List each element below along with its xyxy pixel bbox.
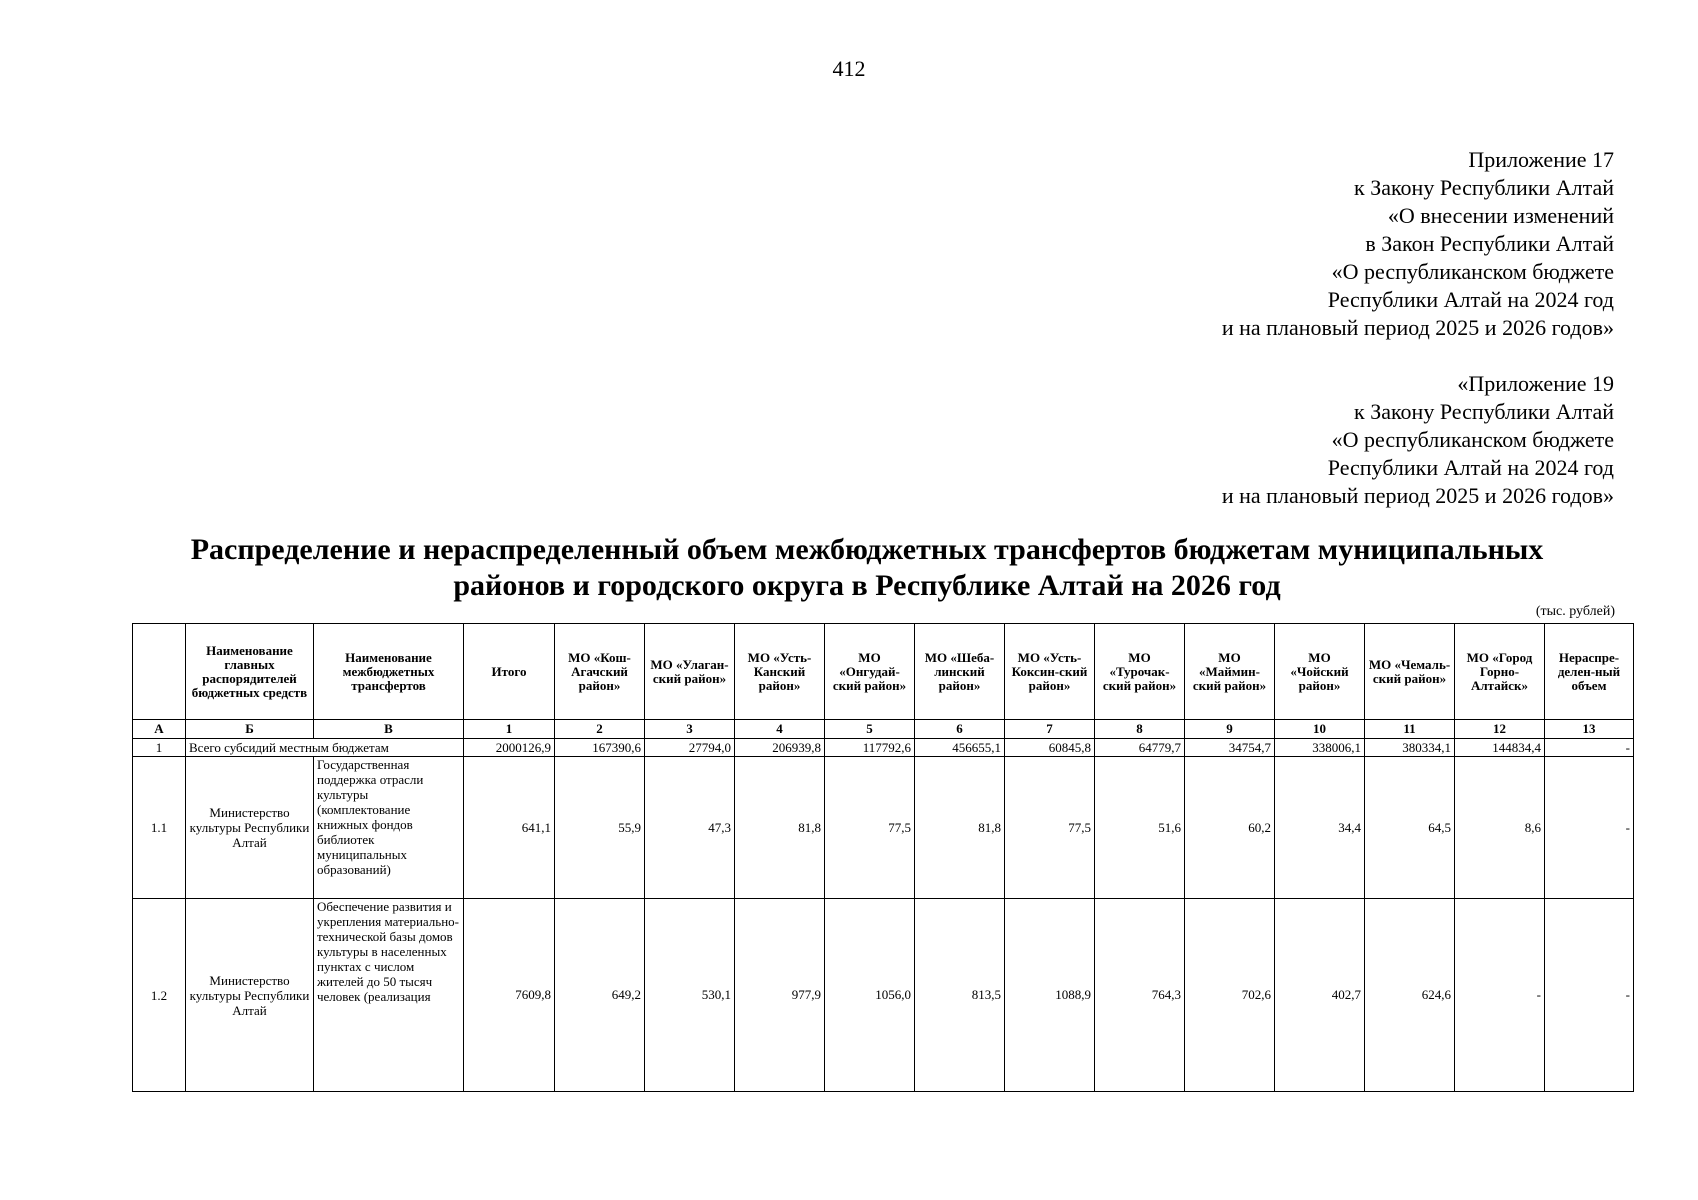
column-header: Нераспре-делен-ный объем xyxy=(1545,624,1634,720)
column-index: 8 xyxy=(1095,720,1185,739)
table-index-row xyxy=(133,720,1634,739)
units-note: (тыс. рублей) xyxy=(1535,604,1615,619)
total-value: 338006,1 xyxy=(1275,739,1365,757)
cell-value: 764,3 xyxy=(1095,899,1185,1092)
table-total-row xyxy=(133,739,1634,757)
cell-value: - xyxy=(1545,757,1634,899)
total-value: 64779,7 xyxy=(1095,739,1185,757)
table-row xyxy=(133,899,1634,1092)
appendix-line: и на плановый период 2025 и 2026 годов» xyxy=(1221,315,1614,340)
column-index: А xyxy=(133,720,186,739)
cell-value: 77,5 xyxy=(825,757,915,899)
column-header: МО «Чемаль-ский район» xyxy=(1365,624,1455,720)
cell-value: 77,5 xyxy=(1005,757,1095,899)
cell-value: 649,2 xyxy=(555,899,645,1092)
cell-value: 530,1 xyxy=(645,899,735,1092)
row-number: 1 xyxy=(133,739,186,757)
column-index: 9 xyxy=(1185,720,1275,739)
appendix-line: Приложение 17 xyxy=(1468,147,1614,172)
column-header: МО «Улаган-ский район» xyxy=(645,624,735,720)
appendix-line: «О республиканском бюджете xyxy=(1331,427,1614,452)
total-value: 456655,1 xyxy=(915,739,1005,757)
cell-value: 402,7 xyxy=(1275,899,1365,1092)
cell-value: 8,6 xyxy=(1455,757,1545,899)
cell-value: - xyxy=(1455,899,1545,1092)
cell-value: 47,3 xyxy=(645,757,735,899)
appendix-line: и на плановый период 2025 и 2026 годов» xyxy=(1221,483,1614,508)
column-index: 13 xyxy=(1545,720,1634,739)
total-value: 60845,8 xyxy=(1005,739,1095,757)
column-header: Наименование межбюджетных трансфертов xyxy=(314,624,464,720)
cell-value: 81,8 xyxy=(915,757,1005,899)
column-header: МО «Усть-Канский район» xyxy=(735,624,825,720)
cell-value: 1088,9 xyxy=(1005,899,1095,1092)
column-index: 6 xyxy=(915,720,1005,739)
appendix-line: к Закону Республики Алтай xyxy=(1354,175,1614,200)
cell-value: 624,6 xyxy=(1365,899,1455,1092)
cell-value: 60,2 xyxy=(1185,757,1275,899)
cell-value: 977,9 xyxy=(735,899,825,1092)
total-value: - xyxy=(1545,739,1634,757)
cell-value: 702,6 xyxy=(1185,899,1275,1092)
column-header: МО «Шеба-линский район» xyxy=(915,624,1005,720)
cell-value: 813,5 xyxy=(915,899,1005,1092)
column-header: Наименование главных распорядителей бюджетных средств xyxy=(186,624,314,720)
column-header: МО «Кош-Агачский район» xyxy=(555,624,645,720)
column-header: Итого xyxy=(464,624,555,720)
title-line-2: районов и городского округа в Республике Алтай на 2026 год xyxy=(453,569,1281,602)
column-header: МО «Турочак-ский район» xyxy=(1095,624,1185,720)
column-header: МО «Город Горно-Алтайск» xyxy=(1455,624,1545,720)
appendix-line: к Закону Республики Алтай xyxy=(1354,399,1614,424)
table-row xyxy=(133,757,1634,899)
appendix-line: Республики Алтай на 2024 год xyxy=(1327,455,1614,480)
column-index: 1 xyxy=(464,720,555,739)
cell-value: 81,8 xyxy=(735,757,825,899)
total-label: Всего субсидий местным бюджетам xyxy=(186,739,464,757)
transfer-name: Обеспечение развития и укрепления материально-технической базы домов культуры в населенных пунктах с числом жителей до 50 тысяч человек (реализация xyxy=(314,899,464,1092)
column-index: 4 xyxy=(735,720,825,739)
cell-value: - xyxy=(1545,899,1634,1092)
column-index: 11 xyxy=(1365,720,1455,739)
column-header xyxy=(133,624,186,720)
column-index: 12 xyxy=(1455,720,1545,739)
column-index: Б xyxy=(186,720,314,739)
total-value: 380334,1 xyxy=(1365,739,1455,757)
column-header: МО «Маймин-ский район» xyxy=(1185,624,1275,720)
appendix-line: Республики Алтай на 2024 год xyxy=(1327,287,1614,312)
column-index: 2 xyxy=(555,720,645,739)
cell-value: 34,4 xyxy=(1275,757,1365,899)
transfers-table xyxy=(132,623,1634,1092)
column-index: 5 xyxy=(825,720,915,739)
cell-value: 7609,8 xyxy=(464,899,555,1092)
column-index: 3 xyxy=(645,720,735,739)
document-title xyxy=(120,532,1614,604)
appendix-line: «О внесении изменений xyxy=(1387,203,1614,228)
cell-value: 51,6 xyxy=(1095,757,1185,899)
total-value: 144834,4 xyxy=(1455,739,1545,757)
cell-value: 1056,0 xyxy=(825,899,915,1092)
title-line-1: Распределение и нераспределенный объем межбюджетных трансфертов бюджетам муниципальных xyxy=(190,533,1544,566)
appendix-line: в Закон Республики Алтай xyxy=(1365,231,1614,256)
total-value: 117792,6 xyxy=(825,739,915,757)
column-index: В xyxy=(314,720,464,739)
column-header: МО «Онгудай-ский район» xyxy=(825,624,915,720)
appendix-header-19 xyxy=(1222,370,1614,510)
appendix-header-17 xyxy=(1222,146,1614,342)
row-number: 1.2 xyxy=(133,899,186,1092)
total-value: 2000126,9 xyxy=(464,739,555,757)
total-value: 34754,7 xyxy=(1185,739,1275,757)
column-header: МО «Чойский район» xyxy=(1275,624,1365,720)
table-header-row xyxy=(133,624,1634,720)
total-value: 206939,8 xyxy=(735,739,825,757)
total-value: 27794,0 xyxy=(645,739,735,757)
column-index: 10 xyxy=(1275,720,1365,739)
appendix-line: «О республиканском бюджете xyxy=(1331,259,1614,284)
column-header: МО «Усть-Коксин-ский район» xyxy=(1005,624,1095,720)
appendix-line: «Приложение 19 xyxy=(1457,371,1614,396)
cell-value: 641,1 xyxy=(464,757,555,899)
row-number: 1.1 xyxy=(133,757,186,899)
page-number: 412 xyxy=(832,56,866,81)
cell-value: 64,5 xyxy=(1365,757,1455,899)
distributor-name: Министерство культуры Республики Алтай xyxy=(186,899,314,1092)
distributor-name: Министерство культуры Республики Алтай xyxy=(186,757,314,899)
transfer-name: Государственная поддержка отрасли культуры (комплектование книжных фондов библиотек муниципальных образований) xyxy=(314,757,464,899)
column-index: 7 xyxy=(1005,720,1095,739)
cell-value: 55,9 xyxy=(555,757,645,899)
total-value: 167390,6 xyxy=(555,739,645,757)
